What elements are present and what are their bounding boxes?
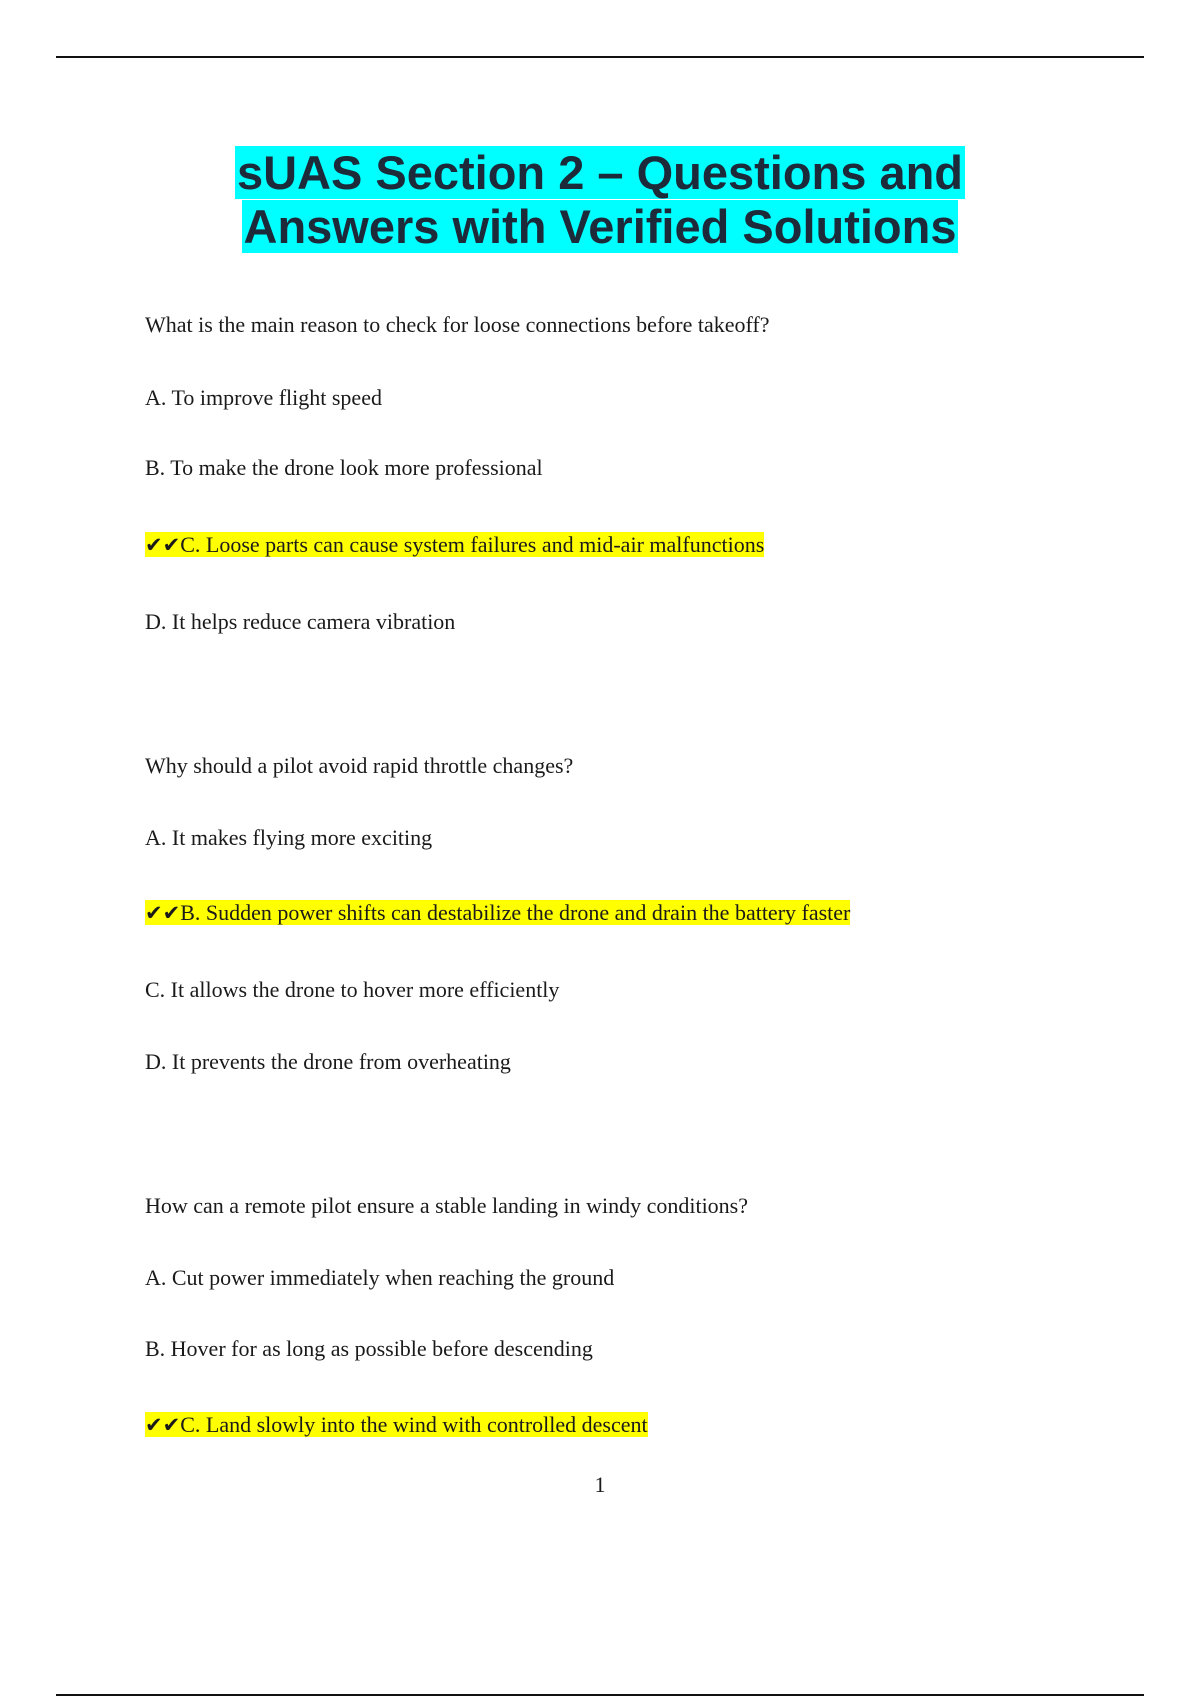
question-2-option-c: C. It allows the drone to hover more efficiently xyxy=(145,977,560,1002)
question-2-option-a: A. It makes flying more exciting xyxy=(145,825,433,850)
question-1-option-d: D. It helps reduce camera vibration xyxy=(145,609,456,634)
question-1-option-b: B. To make the drone look more professional xyxy=(145,455,543,480)
check-mark-icon: ✔✔ xyxy=(145,1413,181,1437)
question-3-correct-answer xyxy=(145,1411,648,1439)
page-number: 1 xyxy=(594,1472,606,1497)
question-1-prompt: What is the main reason to check for loose connections before takeoff? xyxy=(145,312,770,337)
question-1-option-c: C. Loose parts can cause system failures and mid-air malfunctions xyxy=(180,532,765,557)
question-3-option-a: A. Cut power immediately when reaching the ground xyxy=(145,1265,615,1290)
question-2-option-b: B. Sudden power shifts can destabilize the drone and drain the battery faster xyxy=(180,900,851,925)
question-3-prompt: How can a remote pilot ensure a stable landing in windy conditions? xyxy=(145,1193,749,1218)
document-title xyxy=(0,146,1200,254)
title-line-1: sUAS Section 2 – Questions and xyxy=(236,146,964,199)
title-line-2: Answers with Verified Solutions xyxy=(243,200,957,253)
check-mark-icon: ✔✔ xyxy=(145,533,181,557)
question-3-option-b: B. Hover for as long as possible before descending xyxy=(145,1336,593,1361)
footer-rule xyxy=(56,1694,1144,1696)
question-2-option-d: D. It prevents the drone from overheating xyxy=(145,1049,511,1074)
question-2-correct-answer xyxy=(145,899,850,927)
question-3-option-c: C. Land slowly into the wind with controlled descent xyxy=(180,1412,648,1437)
check-mark-icon: ✔✔ xyxy=(145,901,181,925)
question-1-option-a: A. To improve flight speed xyxy=(145,385,382,410)
header-rule xyxy=(56,56,1144,58)
question-2-prompt: Why should a pilot avoid rapid throttle changes? xyxy=(145,753,574,778)
question-1-correct-answer xyxy=(145,531,764,559)
